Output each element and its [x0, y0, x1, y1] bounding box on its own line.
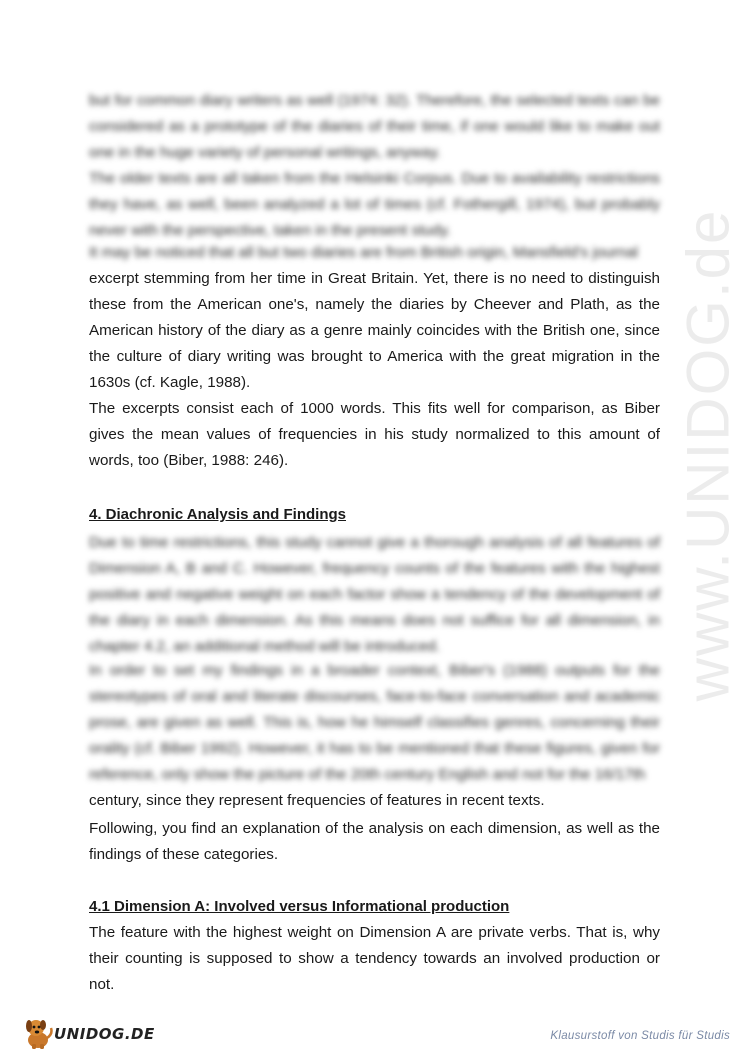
- blurred-paragraph: but for common diary writers as well (1974: 32). Therefore, the selected texts can be considered as a prototype of the diaries of their time, if one would like to make out one in the huge variety of personal writings, anyway.: [89, 92, 660, 161]
- clear-paragraph: The excerpts consist each of 1000 words. This fits well for comparison, as Biber gives the mean values of frequencies in his study normalized to this amount of words, too (Biber, 1988: 246).: [89, 400, 660, 469]
- section-4-paragraph-1: [89, 530, 660, 660]
- clear-paragraph: The feature with the highest weight on Dimension A are private verbs. That is, why their counting is supposed to show a tendency towards an involved production or not.: [89, 924, 660, 993]
- section-4-paragraph-3: [89, 816, 660, 868]
- intro-paragraph-3: [89, 240, 660, 396]
- clear-paragraph: Following, you find an explanation of the analysis on each dimension, as well as the findings of these categories.: [89, 820, 660, 863]
- section-heading: 4.1 Dimension A: Involved versus Informational production: [89, 898, 510, 915]
- section-4-1-heading-wrap: [89, 896, 660, 918]
- clear-paragraph: excerpt stemming from her time in Great Britain. Yet, there is no need to distinguish these from the American one's, namely the diaries by Cheever and Plath, as the American history of the diary as a genre mainly coincides with the British one, since the culture of diary writing was brought to America with the great migration in the 1630s (cf. Kagle, 1988).: [89, 270, 660, 391]
- blurred-paragraph: The older texts are all taken from the Helsinki Corpus. Due to availability restrictions they have, as well, been analyzed a lot of times (cf. Fothergill, 1974), but probably never with the perspective, taken in the present study.: [89, 170, 660, 239]
- logo-text: UNIDOG.DE: [54, 1025, 155, 1043]
- clear-paragraph: century, since they represent frequencies of features in recent texts.: [89, 792, 545, 809]
- dog-mascot-icon: [22, 1016, 54, 1050]
- section-4-1-paragraph-1: [89, 920, 660, 998]
- blurred-paragraph: In order to set my findings in a broader context, Biber's (1988) outputs for the stereotypes of oral and literate discourses, face-to-face conversation and academic prose, are given as well. This is, how he himself classifies genres, concerning their orality (cf. Biber 1992). However, it has to be mentioned that these figures, given for reference, only show the picture of the 20th century English and not for the 16/17th: [89, 662, 660, 783]
- section-4-paragraph-2: [89, 658, 660, 814]
- section-heading: 4. Diachronic Analysis and Findings: [89, 506, 346, 523]
- watermark: www.UNIDOG.de: [674, 208, 742, 702]
- intro-paragraph-2: [89, 166, 660, 244]
- blurred-line: It may be noticed that all but two diaries are from British origin, Mansfield's journal: [89, 244, 639, 261]
- intro-paragraph-1: [89, 88, 660, 166]
- unidog-logo[interactable]: [22, 1016, 162, 1052]
- section-4-heading-wrap: [89, 504, 660, 526]
- blurred-paragraph: Due to time restrictions, this study cannot give a thorough analysis of all features of Dimension A, B and C. However, frequency counts of the features with the highest positive and negative weight on each factor show a tendency of the development of the diary in each dimension. As this means does not suffice for all dimension, in chapter 4.2, an additional method will be introduced.: [89, 534, 660, 655]
- intro-paragraph-4: [89, 396, 660, 474]
- footer-tagline: Klausurstoff von Studis für Studis: [550, 1030, 730, 1042]
